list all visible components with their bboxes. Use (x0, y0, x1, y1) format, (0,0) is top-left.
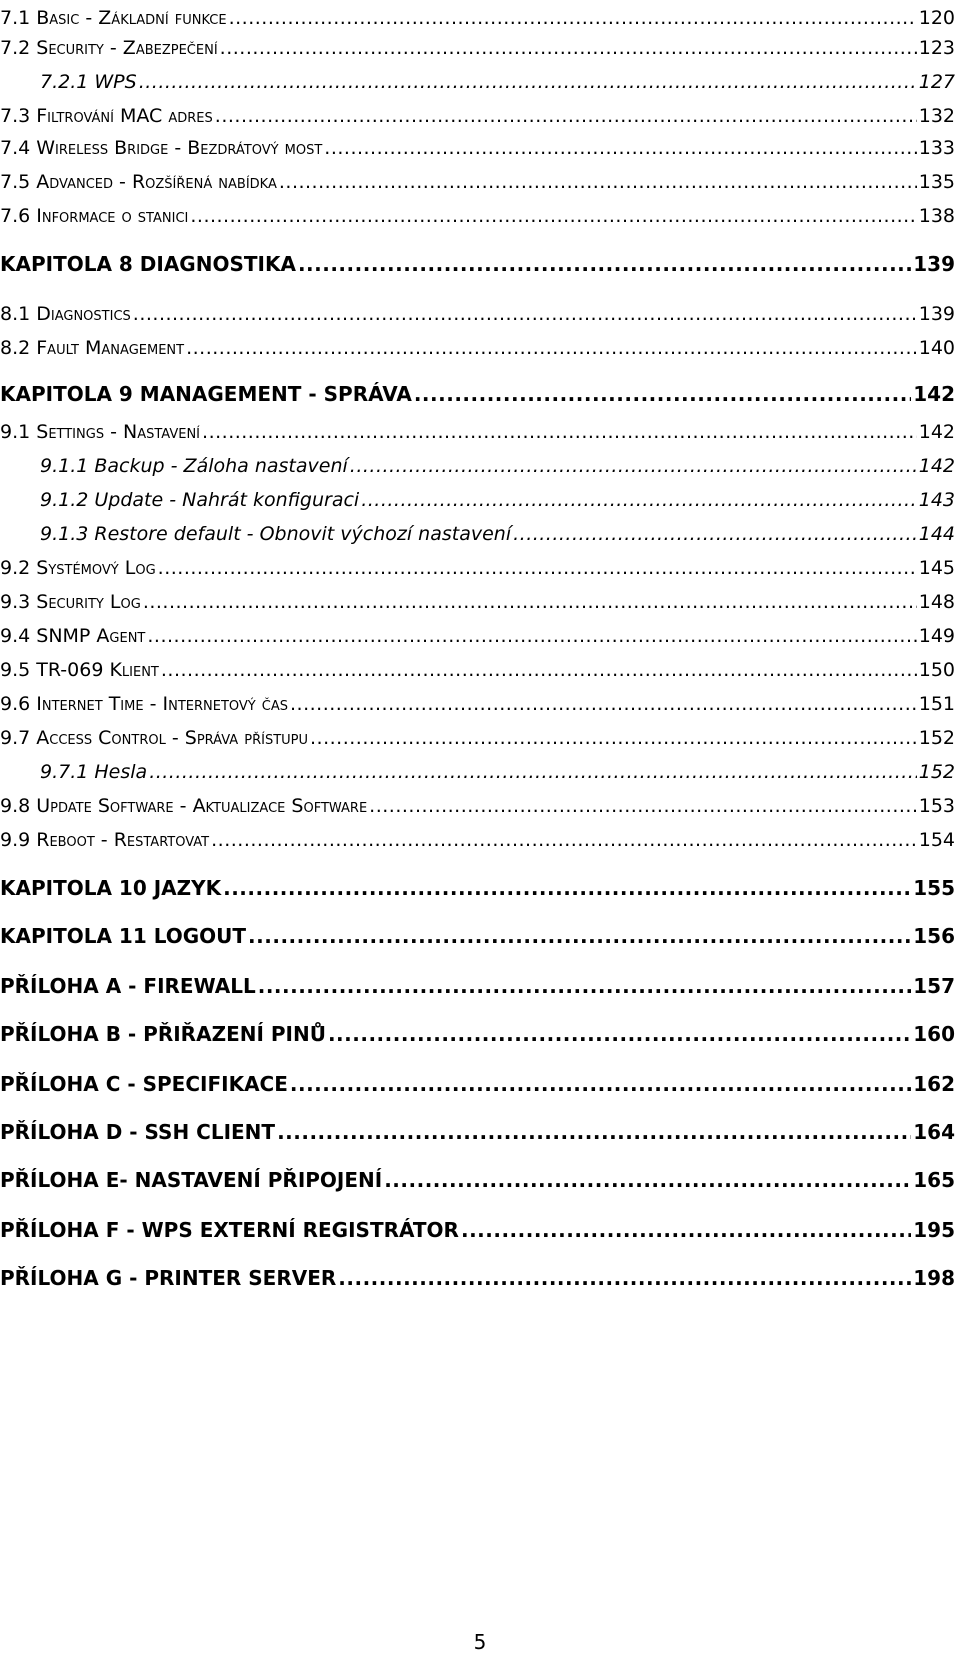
toc-dot-leader (139, 70, 917, 94)
toc-dot-leader (161, 658, 917, 682)
toc-entry-page: 155 (913, 876, 955, 900)
toc-entry (0, 482, 955, 512)
toc-entry-page: 120 (918, 7, 955, 29)
toc-entry-page: 157 (913, 974, 955, 998)
toc-dot-leader (143, 590, 917, 614)
toc-entry-title: 8.1 Diagnostics (0, 303, 131, 325)
toc-entry-title: PŘÍLOHA F - WPS EXTERNÍ REGISTRÁTOR (0, 1218, 459, 1242)
toc-dot-leader (324, 136, 916, 160)
toc-entry-page: 153 (918, 795, 955, 817)
toc-entry-title: 9.8 Update Software - Aktualizace Software (0, 795, 368, 817)
toc-entry-page: 133 (918, 137, 955, 159)
toc-entry (0, 584, 955, 614)
toc-entry-title: 9.1 Settings - Nastavení (0, 421, 201, 443)
toc-dot-leader (215, 104, 917, 128)
toc-entry-page: 152 (918, 727, 955, 749)
toc-entry-title: PŘÍLOHA E- NASTAVENÍ PŘIPOJENÍ (0, 1168, 383, 1192)
toc-dot-leader (202, 420, 917, 444)
toc-entry-title: 7.2 Security - Zabezpečení (0, 37, 218, 59)
toc-entry (0, 788, 955, 818)
toc-dot-leader (290, 692, 917, 716)
toc-chapter-entry (0, 376, 955, 406)
toc-chapter-entry (0, 1114, 955, 1144)
toc-entry-title: 9.6 Internet Time - Internetový čas (0, 693, 288, 715)
toc-dot-leader (229, 6, 917, 30)
toc-dot-leader (461, 1218, 911, 1242)
toc-entry-title: 9.7.1 Hesla (40, 761, 148, 783)
toc-entry-page: 139 (913, 252, 955, 276)
toc-entry-title: KAPITOLA 8 DIAGNOSTIKA (0, 252, 296, 276)
toc-entry-page: 151 (918, 693, 955, 715)
toc-entry (0, 686, 955, 716)
toc-entry-title: PŘÍLOHA C - SPECIFIKACE (0, 1072, 288, 1096)
toc-entry (0, 130, 955, 160)
toc-entry (0, 164, 955, 194)
toc-dot-leader (290, 1072, 911, 1096)
toc-entry-title: PŘÍLOHA D - SSH CLIENT (0, 1120, 276, 1144)
toc-chapter-entry (0, 918, 955, 948)
toc-entry-page: 165 (913, 1168, 955, 1192)
toc-entry-page: 142 (918, 421, 955, 443)
toc-entry-page: 142 (913, 382, 955, 406)
toc-entry (0, 448, 955, 478)
toc-entry-title: 7.4 Wireless Bridge - Bezdrátový most (0, 137, 323, 159)
toc-entry (0, 30, 955, 60)
toc-entry-page: 138 (918, 205, 955, 227)
toc-dot-leader (298, 252, 911, 276)
toc-dot-leader (158, 556, 917, 580)
toc-entry (0, 198, 955, 228)
toc-entry-page: 123 (918, 37, 955, 59)
toc-entry-page: 164 (913, 1120, 955, 1144)
toc-entry (0, 618, 955, 648)
toc-entry-page: 148 (918, 591, 955, 613)
toc-entry (0, 414, 955, 444)
toc-entry-title: 9.4 SNMP Agent (0, 625, 146, 647)
toc-dot-leader (248, 924, 911, 948)
toc-dot-leader (310, 726, 917, 750)
toc-entry-page: 142 (918, 455, 955, 477)
toc-entry-page: 152 (918, 761, 955, 783)
toc-entry-title: 9.2 Systémový Log (0, 557, 156, 579)
toc-dot-leader (414, 382, 911, 406)
toc-chapter-entry (0, 1260, 955, 1290)
toc-entry-title: 9.1.3 Restore default - Obnovit výchozí nastavení (40, 523, 512, 545)
toc-entry-title: 7.3 Filtrování MAC adres (0, 105, 213, 127)
toc-dot-leader (350, 454, 917, 478)
toc-dot-leader (338, 1266, 911, 1290)
toc-entry-title: 9.1.2 Update - Nahrát konfiguraci (40, 489, 360, 511)
toc-chapter-entry (0, 1016, 955, 1046)
toc-dot-leader (220, 36, 917, 60)
toc-entry-title: KAPITOLA 9 MANAGEMENT - SPRÁVA (0, 382, 412, 406)
toc-entry (0, 822, 955, 852)
page-number: 5 (473, 1630, 487, 1654)
toc-chapter-entry (0, 870, 955, 900)
toc-entry (0, 516, 955, 546)
toc-chapter-entry (0, 1066, 955, 1096)
toc-entry-title: PŘÍLOHA B - PŘIŘAZENÍ PINŮ (0, 1022, 326, 1046)
toc-entry-page: 132 (918, 105, 955, 127)
toc-entry-page: 139 (918, 303, 955, 325)
toc-entry-title: 9.9 Reboot - Restartovat (0, 829, 210, 851)
toc-dot-leader (133, 302, 917, 326)
toc-dot-leader (211, 828, 917, 852)
toc-entry-page: 143 (918, 489, 955, 511)
toc-entry-page: 154 (918, 829, 955, 851)
toc-dot-leader (258, 974, 912, 998)
toc-entry-page: 198 (913, 1266, 955, 1290)
toc-entry-page: 149 (918, 625, 955, 647)
toc-entry-page: 145 (918, 557, 955, 579)
toc-entry (0, 296, 955, 326)
toc-entry-page: 127 (918, 71, 955, 93)
toc-entry (0, 98, 955, 128)
toc-entry (0, 64, 955, 94)
toc-entry (0, 652, 955, 682)
toc-entry-title: 7.6 Informace o stanici (0, 205, 189, 227)
toc-dot-leader (279, 170, 917, 194)
toc-dot-leader (369, 794, 917, 818)
toc-entry (0, 0, 955, 30)
toc-dot-leader (361, 488, 917, 512)
toc-entry-page: 135 (918, 171, 955, 193)
toc-entry-page: 195 (913, 1218, 955, 1242)
toc-entry-title: 7.2.1 WPS (40, 71, 137, 93)
toc-dot-leader (328, 1022, 911, 1046)
toc-entry-page: 140 (918, 337, 955, 359)
toc-entry (0, 550, 955, 580)
toc-entry-title: 9.3 Security Log (0, 591, 141, 613)
toc-dot-leader (513, 522, 917, 546)
toc-entry-title: PŘÍLOHA A - FIREWALL (0, 974, 256, 998)
toc-chapter-entry (0, 1162, 955, 1192)
toc-dot-leader (277, 1120, 911, 1144)
toc-entry-title: 7.5 Advanced - Rozšířená nabídka (0, 171, 277, 193)
toc-entry (0, 754, 955, 784)
toc-chapter-entry (0, 1212, 955, 1242)
toc-entry-title: PŘÍLOHA G - PRINTER SERVER (0, 1266, 337, 1290)
toc-entry-title: 9.7 Access Control - Správa přístupu (0, 727, 309, 749)
toc-entry-page: 156 (913, 924, 955, 948)
toc-entry-page: 150 (918, 659, 955, 681)
toc-chapter-entry (0, 246, 955, 276)
toc-entry (0, 720, 955, 750)
toc-dot-leader (149, 760, 917, 784)
toc-chapter-entry (0, 968, 955, 998)
toc-entry-page: 144 (918, 523, 955, 545)
toc-entry (0, 330, 955, 360)
toc-entry-page: 162 (913, 1072, 955, 1096)
toc-dot-leader (384, 1168, 911, 1192)
toc-entry-title: 8.2 Fault Management (0, 337, 185, 359)
toc-entry-title: 7.1 Basic - Základní funkce (0, 7, 227, 29)
toc-entry-title: KAPITOLA 11 LOGOUT (0, 924, 247, 948)
toc-dot-leader (190, 204, 916, 228)
toc-entry-title: KAPITOLA 10 JAZYK (0, 876, 222, 900)
toc-dot-leader (147, 624, 916, 648)
toc-entry-title: 9.5 TR-069 Klient (0, 659, 159, 681)
toc-dot-leader (186, 336, 917, 360)
toc-entry-title: 9.1.1 Backup - Záloha nastavení (40, 455, 348, 477)
toc-dot-leader (223, 876, 911, 900)
toc-entry-page: 160 (913, 1022, 955, 1046)
